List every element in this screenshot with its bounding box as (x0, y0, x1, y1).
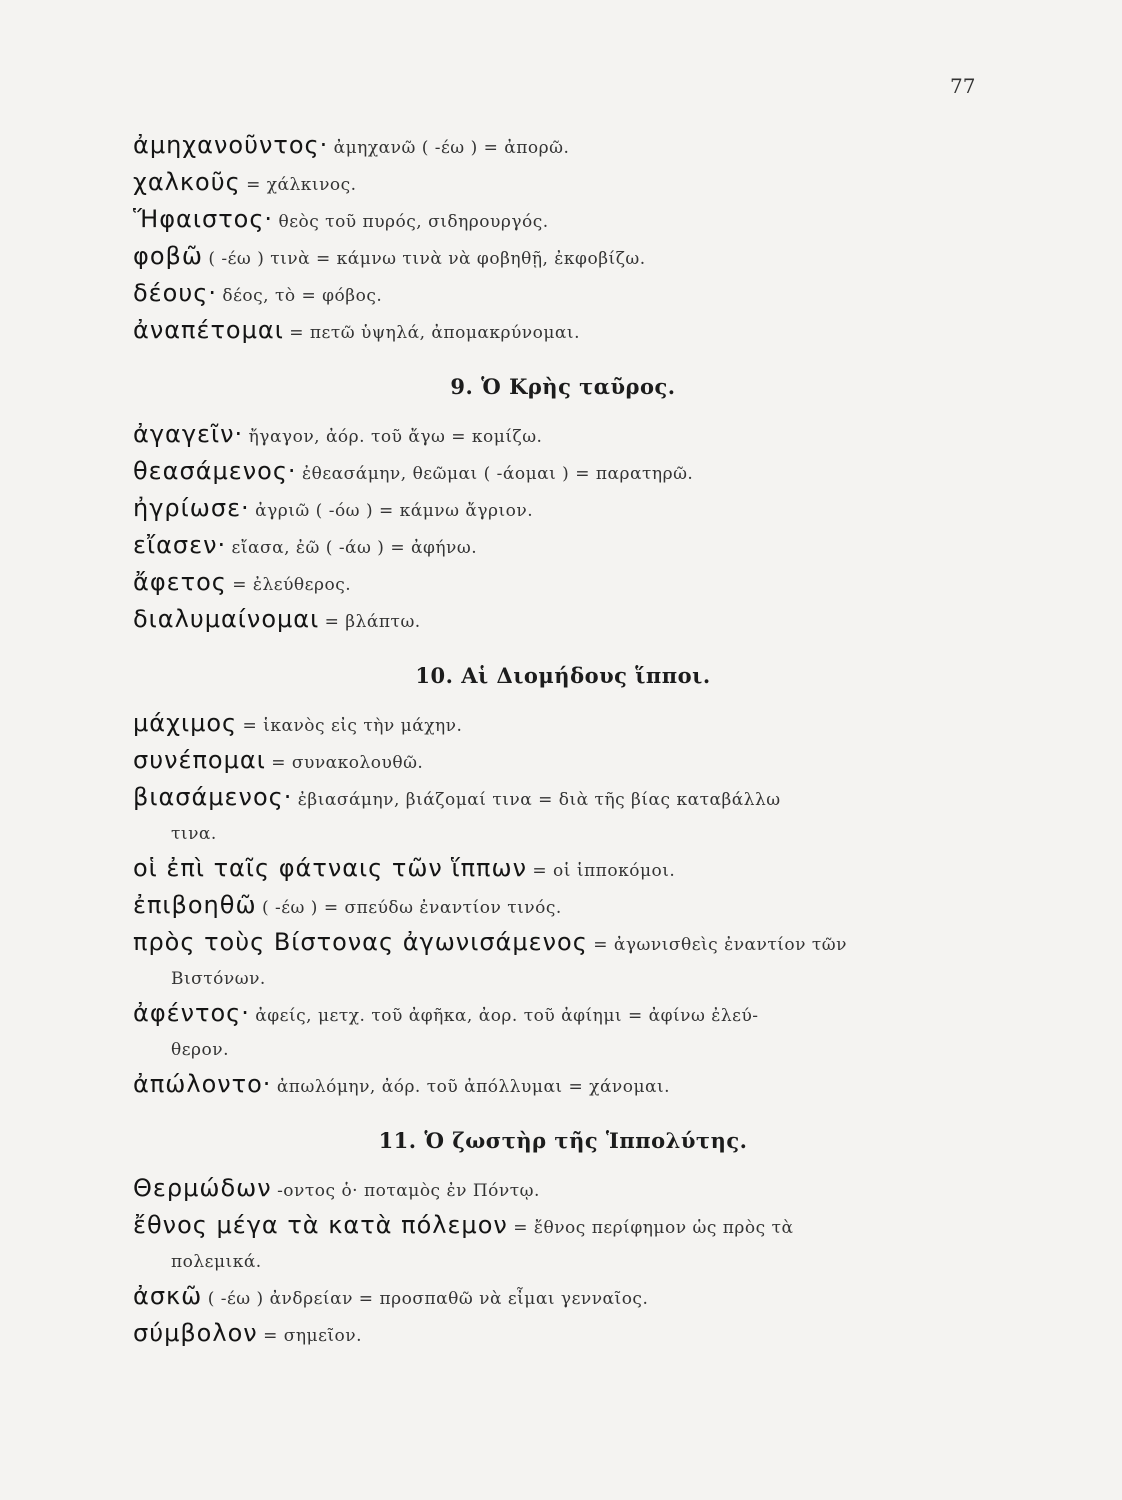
glossary-entry (133, 743, 993, 780)
entry-headword: ἄφετος (133, 568, 227, 596)
glossary-entry (133, 996, 993, 1067)
glossary-entry (133, 1171, 993, 1208)
page-number: 77 (950, 74, 976, 98)
glossary-entry (133, 565, 993, 602)
glossary-content (133, 128, 993, 1353)
entry-gloss: = οἱ ἱπποκόμοι. (532, 861, 676, 881)
entry-headword: ἀπώλοντο· (133, 1070, 272, 1098)
entry-continuation: τινα. (171, 824, 217, 844)
entry-continuation: πολεμικά. (171, 1252, 262, 1272)
section-title: 9. Ὁ Κρὴς ταῦρος. (450, 374, 676, 399)
entry-headword: χαλκοῦς (133, 168, 241, 196)
entry-gloss: ἀφείς, μετχ. τοῦ ἀφῆκα, ἀορ. τοῦ ἀφίημι = ἀφίνω ἐλεύ- (255, 1006, 759, 1026)
entry-gloss: ( -έω ) = σπεύδω ἐναντίον τινός. (261, 898, 562, 918)
entry-headword: φοβῶ (133, 242, 203, 270)
entry-headword: θεασάμενος· (133, 457, 297, 485)
entry-gloss: ( -έω ) τινὰ = κάμνω τινὰ νὰ φοβηθῇ, ἐκφοβίζω. (208, 249, 646, 269)
glossary-group (133, 663, 993, 1104)
glossary-entry (133, 491, 993, 528)
entry-headword: ἀφέντος· (133, 999, 250, 1027)
entry-headword: Ἥφαιστος· (133, 205, 274, 233)
entry-gloss: = χάλκινος. (246, 175, 357, 195)
entry-headword: ἀσκῶ (133, 1282, 203, 1310)
entry-headword: Θερμώδων (133, 1174, 272, 1202)
entry-headword: ἠγρίωσε· (133, 494, 250, 522)
entry-gloss: ἐθεασάμην, θεῶμαι ( -άομαι ) = παρατηρῶ. (301, 464, 694, 484)
glossary-entry (133, 1279, 993, 1316)
entry-gloss: = βλάπτω. (324, 612, 421, 632)
entry-headword: εἴασεν· (133, 531, 227, 559)
entry-headword: βιασάμενος· (133, 783, 293, 811)
entry-headword: ἀγαγεῖν· (133, 420, 244, 448)
entry-gloss: = συνακολουθῶ. (271, 753, 424, 773)
glossary-entry (133, 888, 993, 925)
glossary-entry (133, 313, 993, 350)
entry-gloss: ἐβιασάμην, βιάζομαί τινα = διὰ τῆς βίας καταβάλλω (297, 790, 781, 810)
entry-gloss: θεὸς τοῦ πυρός, σιδηρουργός. (278, 212, 549, 232)
glossary-entry (133, 1208, 993, 1279)
entry-gloss: = πετῶ ὑψηλά, ἀπομακρύνομαι. (289, 323, 580, 343)
entry-gloss: δέος, τὸ = φόβος. (222, 286, 383, 306)
entry-headword: ἀναπέτομαι (133, 316, 284, 344)
entry-gloss: = ἐλεύθερος. (232, 575, 352, 595)
entry-gloss: ( -έω ) ἀνδρείαν = προσπαθῶ νὰ εἶμαι γενναῖος. (207, 1289, 649, 1309)
entry-gloss: ἤγαγον, ἀόρ. τοῦ ἄγω = κομίζω. (248, 427, 543, 447)
entry-gloss: ἀμηχανῶ ( -έω ) = ἀπορῶ. (333, 138, 570, 158)
entry-gloss: εἴασα, ἐῶ ( -άω ) = ἀφήνω. (231, 538, 478, 558)
entry-headword: σύμβολον (133, 1319, 258, 1347)
entry-headword: ἔθνος μέγα τὰ κατὰ πόλεμον (133, 1211, 508, 1239)
glossary-entry (133, 417, 993, 454)
glossary-entry (133, 1316, 993, 1353)
entry-gloss: -οντος ὁ· ποταμὸς ἐν Πόντῳ. (277, 1181, 540, 1201)
glossary-entry (133, 276, 993, 313)
glossary-group (133, 374, 993, 639)
glossary-entry (133, 202, 993, 239)
section-title: 10. Αἱ Διομήδους ἵπποι. (415, 663, 711, 688)
entry-continuation: θερον. (171, 1040, 230, 1060)
glossary-entry (133, 602, 993, 639)
entry-headword: οἱ ἐπὶ ταῖς φάτναις τῶν ἵππων (133, 854, 527, 882)
entry-headword: ἀμηχανοῦντος· (133, 131, 329, 159)
entry-headword: διαλυμαίνομαι (133, 605, 320, 633)
glossary-entry (133, 454, 993, 491)
glossary-entry (133, 706, 993, 743)
section-title: 11. Ὁ ζωστὴρ τῆς Ἱππολύτης. (378, 1128, 748, 1153)
glossary-group (133, 128, 993, 350)
entry-headword: πρὸς τοὺς Βίστονας ἀγωνισάμενος (133, 928, 588, 956)
entry-gloss: = ἔθνος περίφημον ὡς πρὸς τὰ (513, 1218, 794, 1238)
entry-headword: μάχιμος (133, 709, 238, 737)
entry-gloss: ἀγριῶ ( -όω ) = κάμνω ἄγριον. (255, 501, 534, 521)
entry-headword: συνέπομαι (133, 746, 266, 774)
glossary-group (133, 1128, 993, 1353)
entry-gloss: = ἀγωνισθεὶς ἐναντίον τῶν (593, 935, 848, 955)
glossary-entry (133, 925, 993, 996)
entry-headword: δέους· (133, 279, 217, 307)
entry-gloss: ἀπωλόμην, ἀόρ. τοῦ ἀπόλλυμαι = χάνομαι. (276, 1077, 671, 1097)
entry-gloss: = ἱκανὸς εἰς τὴν μάχην. (242, 716, 463, 736)
entry-headword: ἐπιβοηθῶ (133, 891, 257, 919)
entry-gloss: = σημεῖον. (263, 1326, 363, 1346)
glossary-entry (133, 851, 993, 888)
glossary-entry (133, 528, 993, 565)
glossary-entry (133, 239, 993, 276)
entry-continuation: Βιστόνων. (171, 969, 266, 989)
glossary-entry (133, 1067, 993, 1104)
glossary-entry (133, 128, 993, 165)
glossary-entry (133, 165, 993, 202)
glossary-entry (133, 780, 993, 851)
